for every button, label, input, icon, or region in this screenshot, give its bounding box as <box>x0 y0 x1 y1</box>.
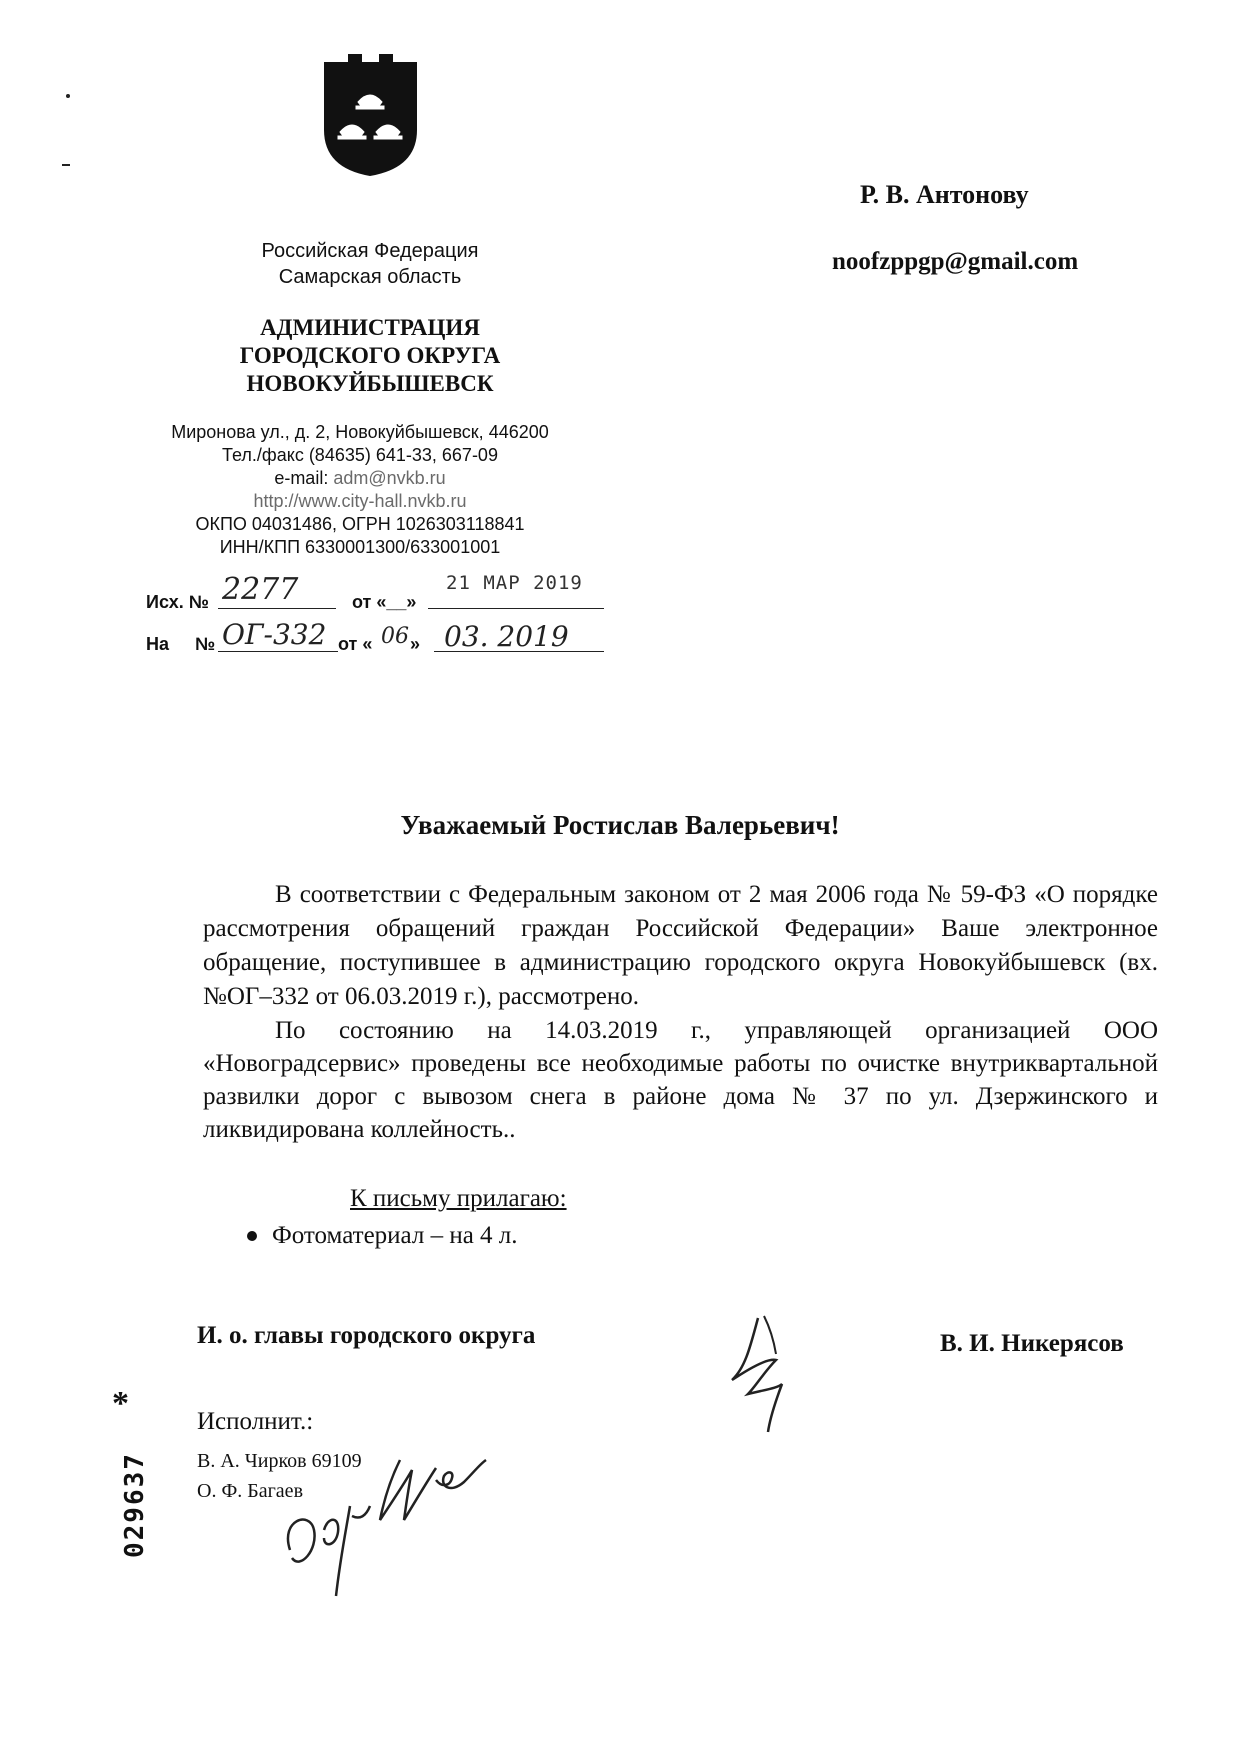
incoming-na-label: На <box>146 634 170 654</box>
org-line-3: НОВОКУЙБЫШЕВСК <box>246 371 494 396</box>
org-phone: Тел./факс (84635) 641-33, 667-09 <box>222 445 498 465</box>
outgoing-date-stamp: 21 МАР 2019 <box>446 572 583 594</box>
body-paragraph-1: В соответствии с Федеральным законом от 2 мая 2006 года № 59-ФЗ «О порядке рассмотрения обращений граждан Российской Федерации» Ваше электронное обращение, поступившее в администрацию городского округа Новокуйбышевск (вх. №ОГ–332 от 06.03.2019 г.), рассмотрено. <box>203 881 1158 1010</box>
salutation: Уважаемый Ростислав Валерьевич! <box>400 810 840 840</box>
incoming-date-suffix: » <box>410 634 421 654</box>
org-website: http://www.city-hall.nvkb.ru <box>253 491 467 511</box>
incoming-day-value: 06 <box>381 624 409 649</box>
country-name: Российская Федерация <box>261 240 479 262</box>
recipient-name: Р. В. Антонову <box>860 180 1029 209</box>
executor-1: В. А. Чирков 69109 <box>197 1450 362 1472</box>
outgoing-number-value: 2277 <box>222 572 299 607</box>
scan-speck <box>66 94 70 98</box>
outgoing-number-line <box>218 608 336 609</box>
incoming-number-line <box>218 651 338 652</box>
executor-2: О. Ф. Багаев <box>197 1480 304 1502</box>
letterhead-country <box>140 238 600 290</box>
outgoing-date-line <box>428 608 604 609</box>
org-line-1: АДМИНИСТРАЦИЯ <box>260 315 480 340</box>
letterhead-organization <box>140 314 600 398</box>
recipient-email: noofzppgp@gmail.com <box>832 248 1079 275</box>
body-paragraph-2: По состоянию на 14.03.2019 г., управляющей организацией ООО «Новоградсервис» проведены все необходимые работы по очистке внутриквартальной развилки дорог с вывозом снега в районе дома № 37 по ул. Дзержинского и ликвидирована коллейность.. <box>203 1017 1158 1143</box>
org-email-label: e-mail: <box>274 468 329 488</box>
incoming-number-value: ОГ-332 <box>222 618 327 651</box>
handwritten-signature-icon <box>720 1308 810 1438</box>
bullet-icon <box>247 1231 257 1241</box>
outgoing-number-label: Исх. № <box>146 592 209 612</box>
org-line-2: ГОРОДСКОГО ОКРУГА <box>239 343 501 368</box>
outgoing-date-label: от «__» <box>352 592 417 612</box>
org-email <box>110 467 610 490</box>
document-stamp-number: 029637 <box>120 1452 150 1558</box>
handwritten-initials-icon <box>280 1420 530 1600</box>
executors-label: Исполнит.: <box>197 1408 314 1435</box>
attachment-item: Фотоматериал – на 4 л. <box>272 1222 518 1249</box>
org-inn: ИНН/КПП 6330001300/633001001 <box>219 537 501 557</box>
signatory-position: И. о. главы городского округа <box>197 1322 536 1349</box>
org-okpo: ОКПО 04031486, ОГРН 1026303118841 <box>195 514 525 534</box>
attachments-title: К письму прилагаю: <box>350 1185 567 1212</box>
incoming-number-label: № <box>195 634 216 654</box>
org-address: Миронова ул., д. 2, Новокуйбышевск, 446200 <box>171 422 549 442</box>
region-name: Самарская область <box>278 266 462 288</box>
signatory-name: В. И. Никерясов <box>940 1330 1124 1357</box>
scan-speck <box>62 164 70 166</box>
incoming-date-line <box>434 651 604 652</box>
coat-of-arms-emblem <box>318 50 423 178</box>
stamp-star: * <box>112 1385 129 1422</box>
org-email-value: adm@nvkb.ru <box>333 468 446 488</box>
incoming-date-prefix: от « <box>338 634 373 654</box>
incoming-date-value: 03. 2019 <box>444 620 569 653</box>
letterhead-contacts <box>110 421 610 559</box>
